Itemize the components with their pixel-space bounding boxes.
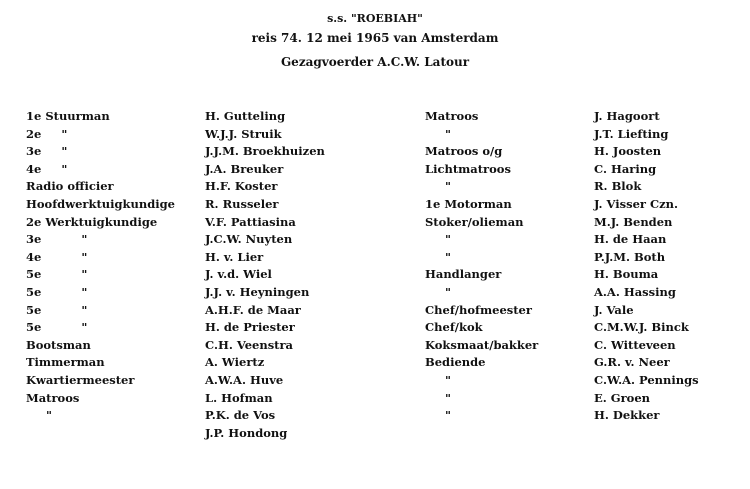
crew-rank: Chef/hofmeester: [425, 302, 532, 317]
crew-name: P.J.M. Both: [594, 249, 666, 264]
crew-rank: 1e Stuurman: [26, 109, 110, 123]
crew-name: J. Visser Czn.: [594, 196, 679, 211]
crew-name: R. Blok: [594, 179, 642, 194]
crew-rank: Bootsman: [26, 337, 91, 352]
crew-rank: Handlanger: [425, 267, 502, 282]
crew-name: H. de Haan: [594, 232, 667, 247]
crew-rank: 5e ": [26, 302, 88, 317]
crew-rank: 3e ": [26, 144, 68, 159]
crew-rank: ": [425, 179, 452, 194]
crew-name: H. Gutteling: [205, 109, 286, 123]
crew-rank: Bediende: [425, 355, 486, 370]
crew-name: A.W.A. Huve: [205, 372, 284, 387]
crew-rank: ": [425, 249, 452, 264]
crew-rank: Koksmaat/bakker: [425, 337, 539, 352]
crew-name: M.J. Benden: [594, 214, 673, 229]
crew-rank: ": [425, 390, 452, 405]
crew-name: V.F. Pattiasina: [205, 214, 296, 229]
crew-rank: Timmerman: [26, 355, 105, 370]
crew-name: J.J.M. Broekhuizen: [205, 144, 325, 159]
crew-rank: ": [425, 232, 452, 247]
crew-rank: 5e ": [26, 320, 88, 335]
crew-name: L. Hofman: [205, 390, 273, 405]
crew-rank: Matroos: [26, 390, 80, 405]
crew-rank: ": [425, 408, 452, 423]
crew-rank: Chef/kok: [425, 320, 483, 335]
crew-rank: ": [425, 372, 452, 387]
names-column-left: [205, 108, 420, 442]
names-column-right: [594, 108, 744, 425]
crew-name: H. v. Lier: [205, 249, 264, 264]
crew-name: C.W.A. Pennings: [594, 372, 699, 387]
crew-rank: 5e ": [26, 284, 88, 299]
crew-rank: Hoofdwerktuigkundige: [26, 196, 175, 211]
crew-name: W.J.J. Struik: [205, 126, 282, 141]
crew-name: H. Bouma: [594, 267, 659, 282]
crew-name: J. v.d. Wiel: [205, 267, 272, 282]
crew-name: J.C.W. Nuyten: [205, 232, 293, 247]
crew-rank: Kwartiermeester: [26, 372, 135, 387]
crew-name: J.P. Hondong: [205, 425, 288, 440]
crew-name: C. Haring: [594, 161, 657, 176]
crew-name: H. Dekker: [594, 408, 660, 423]
crew-name: A.A. Hassing: [594, 284, 676, 299]
crew-rank: ": [26, 408, 53, 423]
ranks-column-left: [26, 108, 201, 425]
crew-name: J. Hagoort: [594, 109, 660, 123]
crew-rank: 4e ": [26, 249, 88, 264]
crew-name: C.H. Veenstra: [205, 337, 293, 352]
crew-name: A. Wiertz: [205, 355, 265, 370]
crew-rank: 2e Werktuigkundige: [26, 214, 158, 229]
crew-name: P.K. de Vos: [205, 408, 276, 423]
crew-name: C. Witteveen: [594, 337, 676, 352]
crew-rank: Lichtmatroos: [425, 161, 511, 176]
crew-rank: Stoker/olieman: [425, 214, 524, 229]
crew-rank: 5e ": [26, 267, 88, 282]
crew-name: J.T. Liefting: [594, 126, 669, 141]
crew-name: C.M.W.J. Binck: [594, 320, 689, 335]
crew-name: J.A. Breuker: [205, 161, 284, 176]
crew-rank: Radio officier: [26, 179, 114, 194]
crew-rank: 1e Motorman: [425, 196, 512, 211]
crew-rank: 4e ": [26, 161, 68, 176]
crew-name: H.F. Koster: [205, 179, 278, 194]
crew-rank: ": [425, 284, 452, 299]
crew-name: G.R. v. Neer: [594, 355, 670, 370]
crew-rank: 3e ": [26, 232, 88, 247]
crew-name: J.J. v. Heyningen: [205, 284, 310, 299]
crew-name: H. de Priester: [205, 320, 295, 335]
crew-name: E. Groen: [594, 390, 651, 405]
crew-rank: 2e ": [26, 126, 68, 141]
captain-line: Gezagvoerder A.C.W. Latour: [280, 55, 470, 69]
crew-name: J. Vale: [594, 302, 634, 317]
crew-name: H. Joosten: [594, 144, 662, 159]
crew-rank: Matroos o/g: [425, 144, 503, 159]
ranks-column-right: [425, 108, 595, 425]
crew-rank: ": [425, 126, 452, 141]
ship-name: s.s. "ROEBIAH": [327, 12, 423, 25]
crew-name: A.H.F. de Maar: [205, 302, 301, 317]
voyage-line: reis 74. 12 mei 1965 van Amsterdam: [251, 31, 499, 45]
crew-rank: Matroos: [425, 109, 479, 123]
crew-name: R. Russeler: [205, 196, 279, 211]
